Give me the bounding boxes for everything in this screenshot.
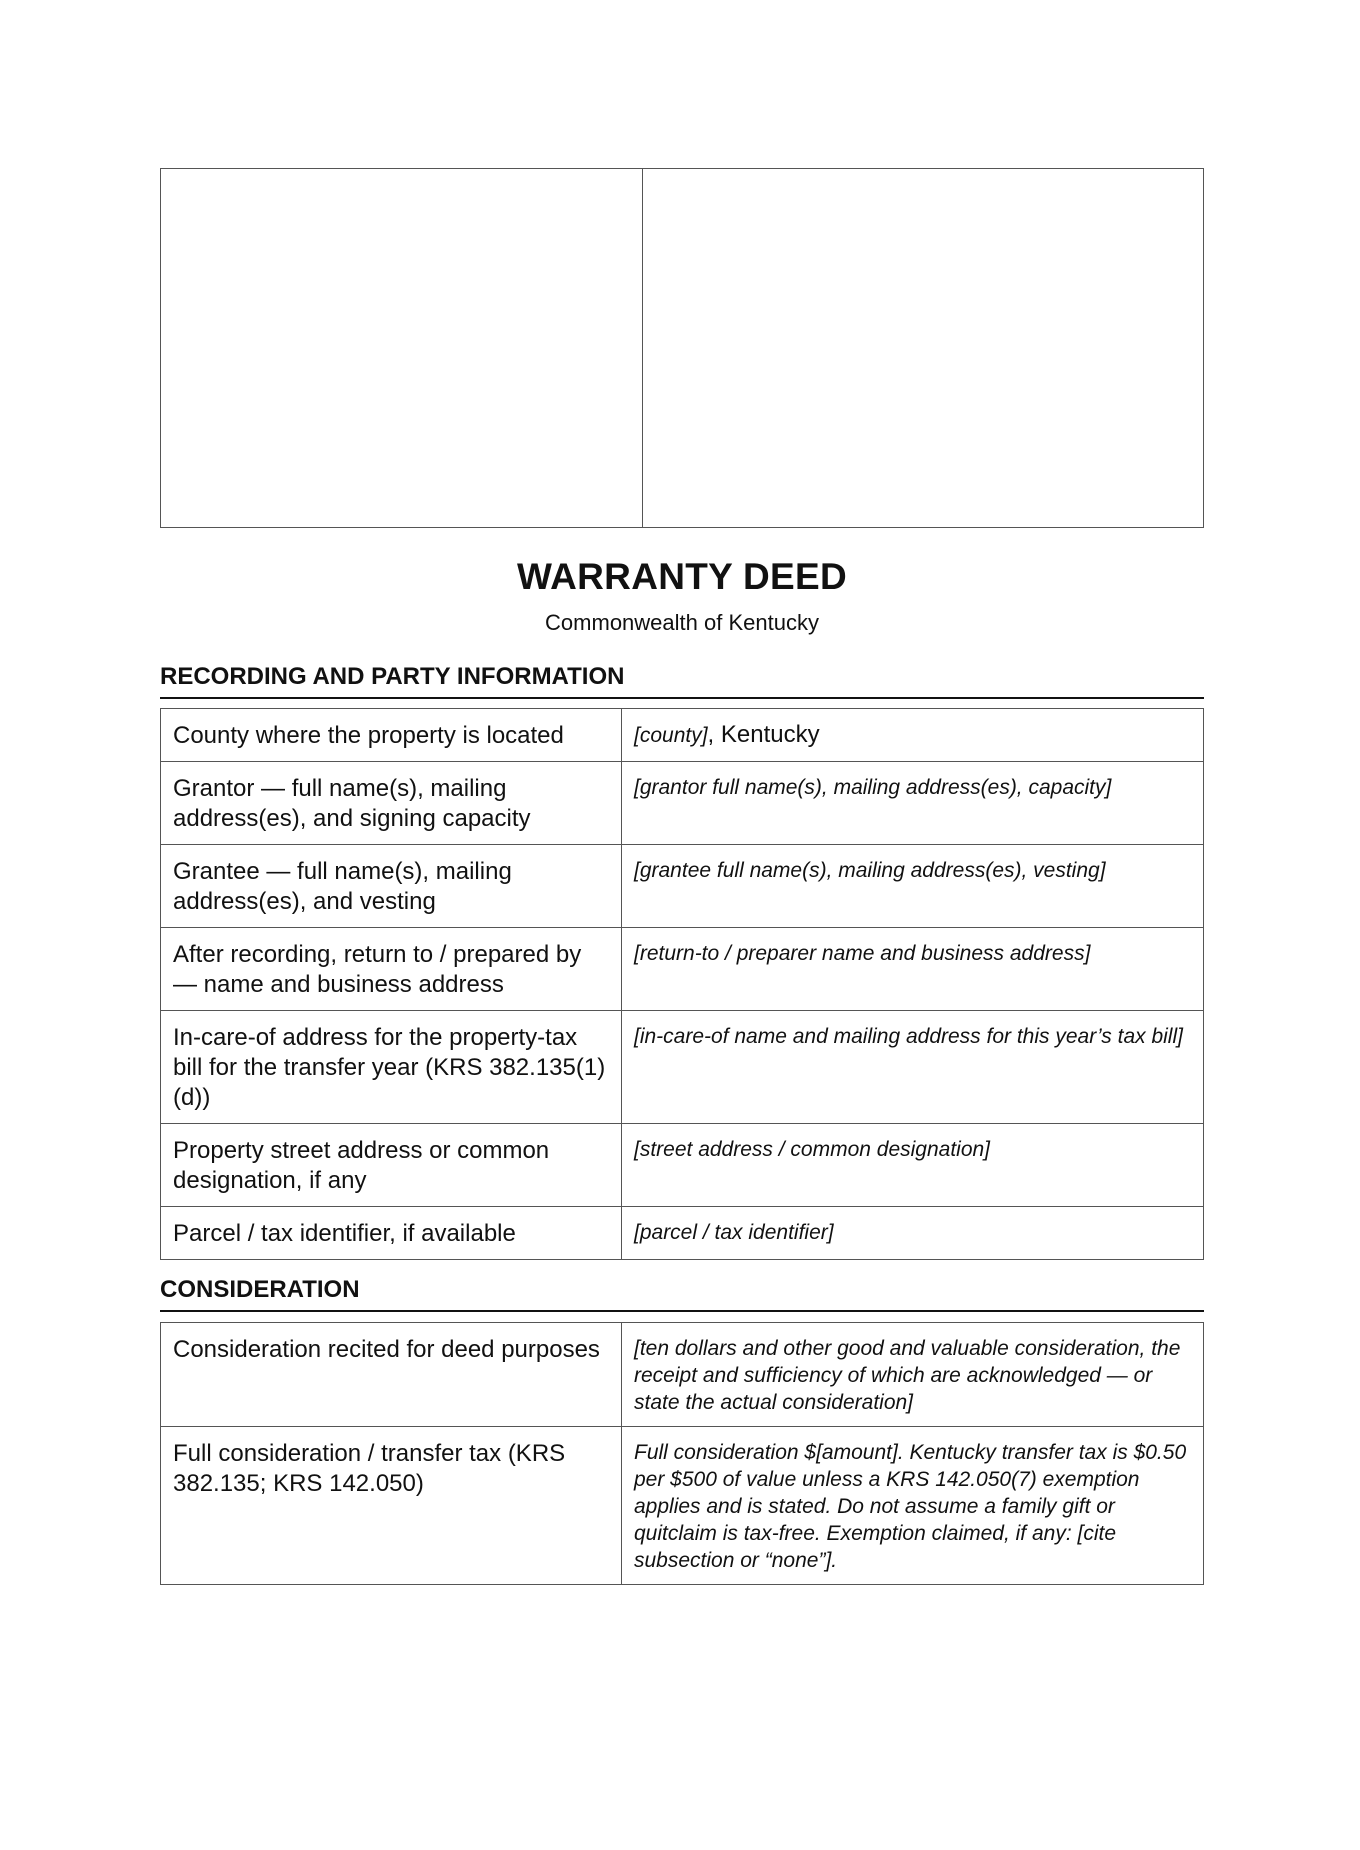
county-placeholder: [county] bbox=[634, 724, 708, 747]
section-heading-consideration: CONSIDERATION bbox=[160, 1276, 1204, 1312]
recording-party-table bbox=[160, 708, 1204, 1260]
document-subtitle: Commonwealth of Kentucky bbox=[545, 610, 819, 635]
recording-box-left bbox=[161, 169, 643, 527]
row-label: Parcel / tax identifier, if available bbox=[161, 1207, 622, 1260]
row-label: Grantee — full name(s), mailing address(es), and vesting bbox=[161, 845, 622, 928]
table-row bbox=[161, 762, 1204, 845]
row-value[interactable]: Full consideration $[amount]. Kentucky transfer tax is $0.50 per $500 of value unless a KRS 142.050(7) exemption applies and is stated. Do not assume a family gift or quitclaim is tax-free. Exemption claimed, if any: [cite subsection or “none”]. bbox=[622, 1427, 1204, 1585]
county-state: , Kentucky bbox=[707, 721, 820, 748]
document-title: WARRANTY DEED bbox=[516, 556, 848, 597]
row-value[interactable]: [parcel / tax identifier] bbox=[622, 1207, 1204, 1260]
row-label: Grantor — full name(s), mailing address(es), and signing capacity bbox=[161, 762, 622, 845]
table-row bbox=[161, 845, 1204, 928]
row-value[interactable]: [return-to / preparer name and business address] bbox=[622, 928, 1204, 1011]
table-row bbox=[161, 1323, 1204, 1427]
row-value[interactable]: [grantor full name(s), mailing address(es), capacity] bbox=[622, 762, 1204, 845]
row-label: Consideration recited for deed purposes bbox=[161, 1323, 622, 1427]
section-heading-recording: RECORDING AND PARTY INFORMATION bbox=[160, 663, 1204, 699]
row-value[interactable]: [ten dollars and other good and valuable consideration, the receipt and sufficiency of which are acknowledged — or state the actual consideration] bbox=[622, 1323, 1204, 1427]
row-value[interactable] bbox=[622, 709, 1204, 762]
recording-stamp-area bbox=[160, 168, 1204, 528]
row-label: County where the property is located bbox=[161, 709, 622, 762]
row-label: Property street address or common designation, if any bbox=[161, 1124, 622, 1207]
row-value[interactable]: [street address / common designation] bbox=[622, 1124, 1204, 1207]
table-row bbox=[161, 1124, 1204, 1207]
row-value[interactable]: [in-care-of name and mailing address for this year’s tax bill] bbox=[622, 1011, 1204, 1124]
row-label: In-care-of address for the property-tax bill for the transfer year (KRS 382.135(1)(d)) bbox=[161, 1011, 622, 1124]
table-row bbox=[161, 928, 1204, 1011]
row-label: Full consideration / transfer tax (KRS 382.135; KRS 142.050) bbox=[161, 1427, 622, 1585]
row-label: After recording, return to / prepared by — name and business address bbox=[161, 928, 622, 1011]
row-value[interactable]: [grantee full name(s), mailing address(es), vesting] bbox=[622, 845, 1204, 928]
table-row bbox=[161, 1427, 1204, 1585]
consideration-table bbox=[160, 1322, 1204, 1585]
table-row bbox=[161, 1207, 1204, 1260]
table-row bbox=[161, 709, 1204, 762]
table-row bbox=[161, 1011, 1204, 1124]
recording-box-right bbox=[643, 169, 1203, 527]
